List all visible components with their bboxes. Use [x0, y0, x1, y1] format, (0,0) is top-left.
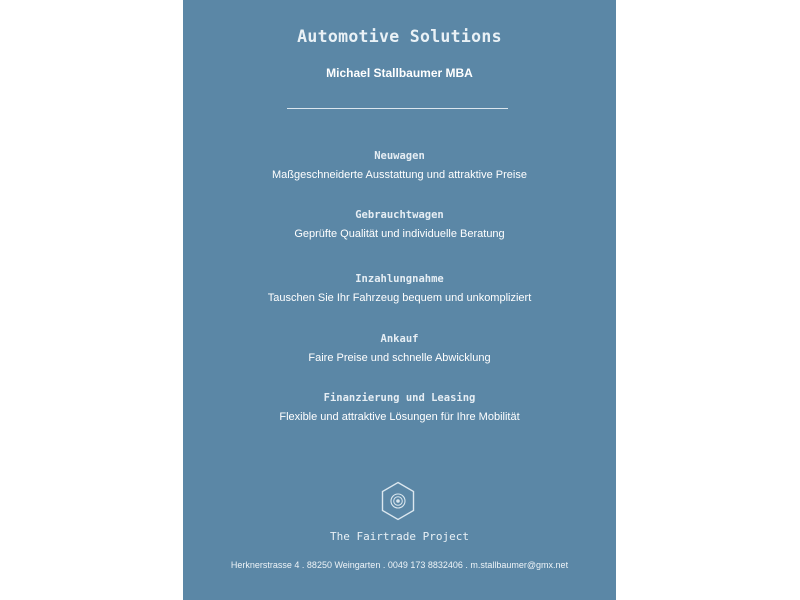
flyer-title: Automotive Solutions [297, 27, 502, 46]
service-heading: Neuwagen [374, 150, 425, 162]
service-description: Tauschen Sie Ihr Fahrzeug bequem und unkompliziert [267, 292, 532, 304]
service-heading: Ankauf [380, 333, 419, 345]
author-name: Michael Stallbaumer MBA [326, 66, 473, 80]
service-inzahlungnahme [183, 272, 616, 305]
hexagon-target-icon [380, 481, 416, 521]
service-finanzierung-leasing [183, 391, 616, 424]
divider [287, 108, 508, 109]
service-description: Faire Preise und schnelle Abwicklung [308, 352, 491, 364]
service-ankauf [183, 332, 616, 365]
service-description: Geprüfte Qualität und individuelle Beratung [294, 228, 505, 240]
service-heading: Inzahlungnahme [355, 273, 444, 285]
service-heading: Finanzierung und Leasing [323, 392, 476, 404]
service-gebrauchtwagen [183, 208, 616, 241]
service-heading: Gebrauchtwagen [355, 209, 444, 221]
contact-line: Herknerstrasse 4 . 88250 Weingarten . 0049 173 8832406 . m.stallbaumer@gmx.net [230, 560, 569, 570]
service-description: Maßgeschneiderte Ausstattung und attraktive Preise [272, 169, 527, 181]
flyer [183, 0, 616, 600]
service-neuwagen [183, 149, 616, 182]
organization-name: The Fairtrade Project [329, 530, 470, 543]
service-description: Flexible und attraktive Lösungen für Ihre Mobilität [279, 411, 520, 423]
